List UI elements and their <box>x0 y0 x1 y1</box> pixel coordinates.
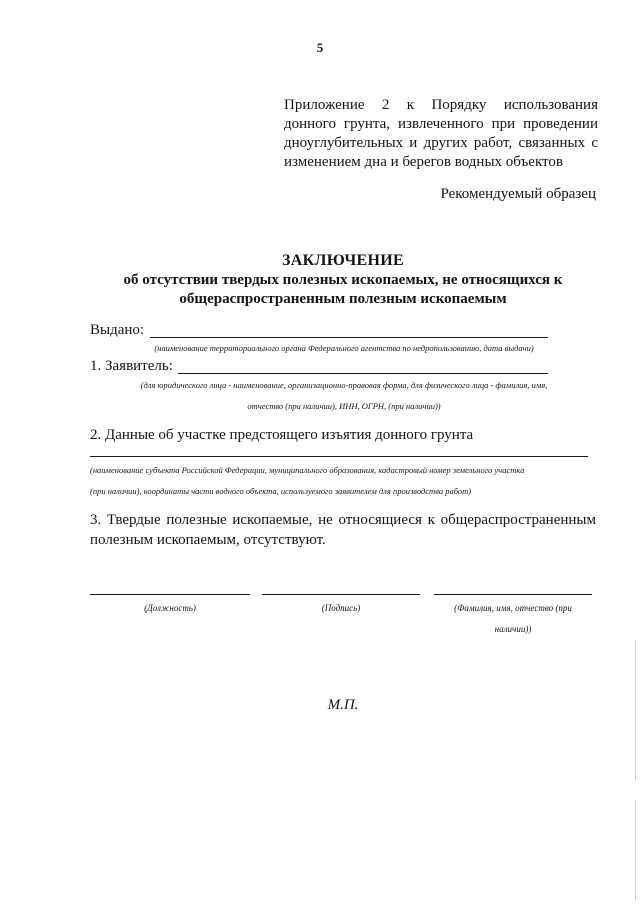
appendix-line: изменением дна и берегов водных объектов <box>284 154 563 170</box>
scan-edge-mark <box>635 640 636 780</box>
recommended-sample-label: Рекомендуемый образец <box>440 186 596 202</box>
site-data-hint <box>90 460 598 502</box>
site-data-field[interactable] <box>90 456 588 457</box>
full-name-caption <box>434 598 592 640</box>
statement-paragraph <box>90 510 596 550</box>
caption-line: наличии)) <box>494 624 532 634</box>
hint-line: отчество (при наличии), ИНН, ОГРН, (при наличии)) <box>247 401 441 411</box>
applicant-hint <box>90 375 598 417</box>
issued-hint: (наименование территориального органа Федерального агентства по недропользованию, дата выдачи) <box>154 343 534 353</box>
document-title: ЗАКЛЮЧЕНИЕ <box>282 252 404 269</box>
subtitle-line: общераспространенным полезным ископаемым <box>179 291 507 307</box>
appendix-line: дноуглубительных и других работ, связанных с <box>284 135 598 151</box>
applicant-field[interactable] <box>178 373 548 374</box>
hint-line: (для юридического лица - наименование, организационно-правовая форма, для физического лица - фамилия, имя, <box>140 380 548 390</box>
position-caption: (Должность) <box>144 603 196 613</box>
appendix-line: Приложение 2 к Порядку использования <box>284 97 598 113</box>
appendix-line: донного грунта, извлеченного при проведении <box>284 116 598 132</box>
full-name-field[interactable] <box>434 594 592 595</box>
signature-caption: (Подпись) <box>321 603 361 613</box>
statement-line: полезным ископаемым, отсутствуют. <box>90 532 326 548</box>
site-data-label: 2. Данные об участке предстоящего изъятия донного грунта <box>90 427 474 443</box>
applicant-label: 1. Заявитель: <box>90 358 173 374</box>
document-subtitle <box>0 271 640 309</box>
hint-line: (наименование субъекта Российской Федерации, муниципального образования, кадастровый номер земельного участка <box>90 465 525 475</box>
statement-line: 3. Твердые полезные ископаемые, не относящиеся к общераспространенным <box>90 512 596 528</box>
position-field[interactable] <box>90 594 250 595</box>
subtitle-line: об отсутствии твердых полезных ископаемых, не относящихся к <box>123 272 563 288</box>
hint-line: (при наличии), координаты части водного объекта, используемого заявителем для производства работ) <box>90 486 472 496</box>
issued-label: Выдано: <box>90 322 145 338</box>
caption-line: (Фамилия, имя, отчество (при <box>454 603 572 613</box>
scan-edge-mark <box>635 800 636 900</box>
appendix-reference <box>284 96 598 172</box>
page-number: 5 <box>316 40 324 55</box>
stamp-place: М.П. <box>327 697 359 713</box>
signature-field[interactable] <box>262 594 420 595</box>
